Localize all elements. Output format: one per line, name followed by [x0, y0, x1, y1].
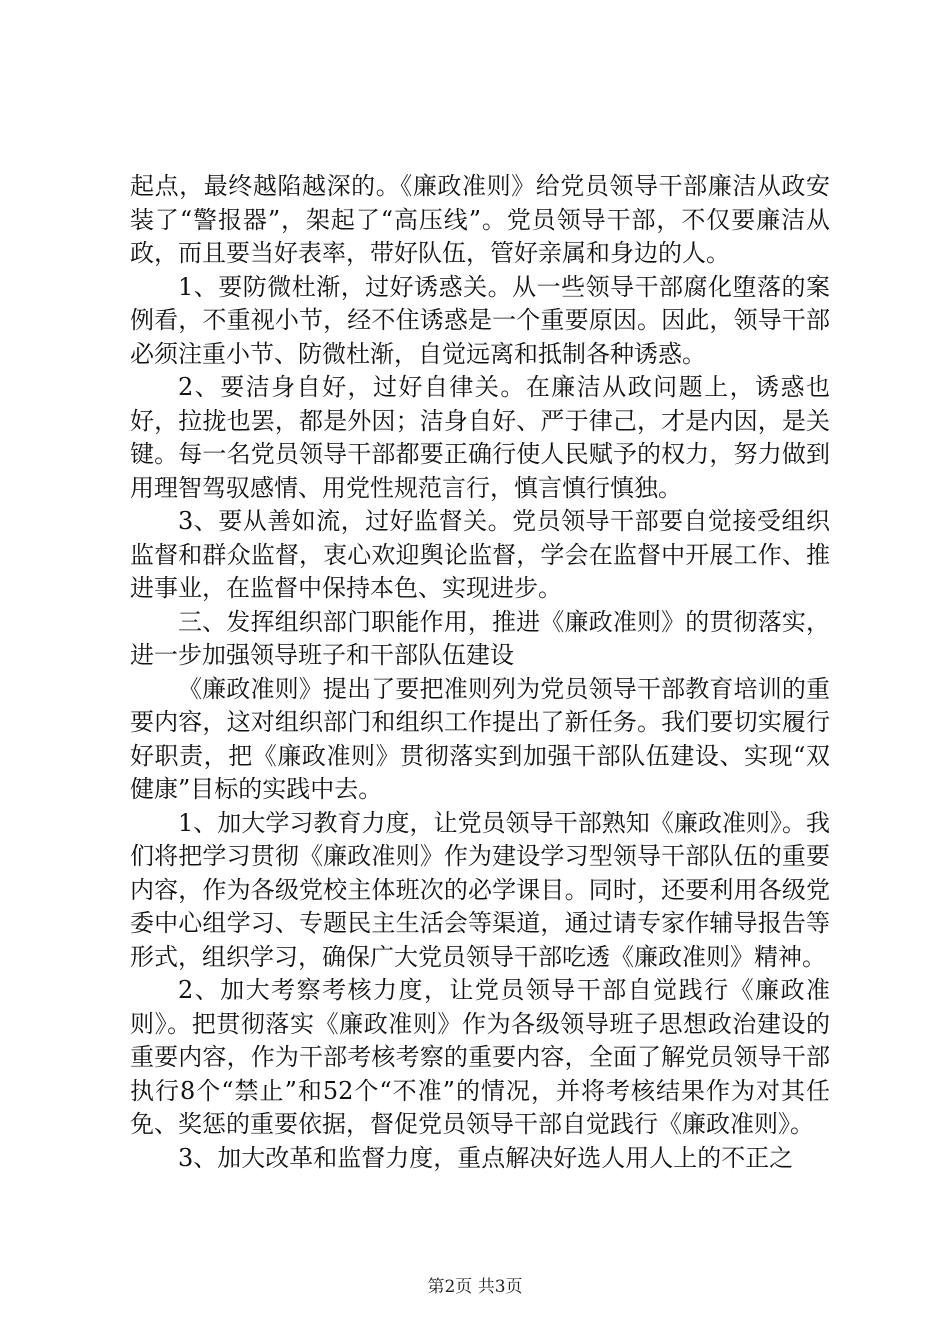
paragraph-measure-3: 3、加大改革和监督力度，重点解决好选人用人上的不正之: [178, 1143, 794, 1172]
page-number-footer: 第2页 共3页: [427, 1277, 523, 1297]
document-body: [130, 170, 830, 1175]
paragraph-continuation: 起点，最终越陷越深的。《廉政准则》给党员领导干部廉洁从政安装了“警报器”，架起了“高压线”。党员领导干部，不仅要廉洁从政，而且要当好表率，带好队伍，管好亲属和身边的人。: [130, 172, 830, 267]
paragraph-measure-2: 2、加大考察考核力度，让党员领导干部自觉践行《廉政准则》。把贯彻落实《廉政准则》作为各级领导班子思想政治建设的重要内容，作为干部考核考察的重要内容，全面了解党员领导干部执行8个“禁止”和52个“不准”的情况，并将考核结果作为对其任免、奖惩的重要依据，督促党员领导干部自觉践行《廉政准则》。: [130, 976, 830, 1138]
paragraph-item-1: 1、要防微杜渐，过好诱惑关。从一些领导干部腐化堕落的案例看，不重视小节，经不住诱惑是一个重要原因。因此，领导干部必须注重小节、防微杜渐，自觉远离和抵制各种诱惑。: [130, 272, 830, 368]
paragraph-item-2: 2、要洁身自好，过好自律关。在廉洁从政问题上，诱惑也好，拉拢也罢，都是外因；洁身自好、严于律己，才是内因，是关键。每一名党员领导干部都要正确行使人民赋予的权力，努力做到用理智驾驭感情、用党性规范言行，慎言慎行慎独。: [130, 373, 830, 502]
paragraph-section-intro: 《廉政准则》提出了要把准则列为党员领导干部教育培训的重要内容，这对组织部门和组织工作提出了新任务。我们要切实履行好职责，把《廉政准则》贯彻落实到加强干部队伍建设、实现“双健康”目标的实践中去。: [130, 674, 830, 803]
paragraph-measure-1: 1、加大学习教育力度，让党员领导干部熟知《廉政准则》。我们将把学习贯彻《廉政准则》作为建设学习型领导干部队伍的重要内容，作为各级党校主体班次的必学课目。同时，还要利用各级党委中心组学习、专题民主生活会等渠道，通过请专家作辅导报告等形式，组织学习，确保广大党员领导干部吃透《廉政准则》精神。: [130, 808, 830, 971]
section-heading-3: 三、发挥组织部门职能作用，推进《廉政准则》的贯彻落实，进一步加强领导班子和干部队伍建设: [130, 607, 830, 669]
paragraph-item-3: 3、要从善如流，过好监督关。党员领导干部要自觉接受组织监督和群众监督，衷心欢迎舆论监督，学会在监督中开展工作、推进事业，在监督中保持本色、实现进步。: [130, 507, 830, 602]
